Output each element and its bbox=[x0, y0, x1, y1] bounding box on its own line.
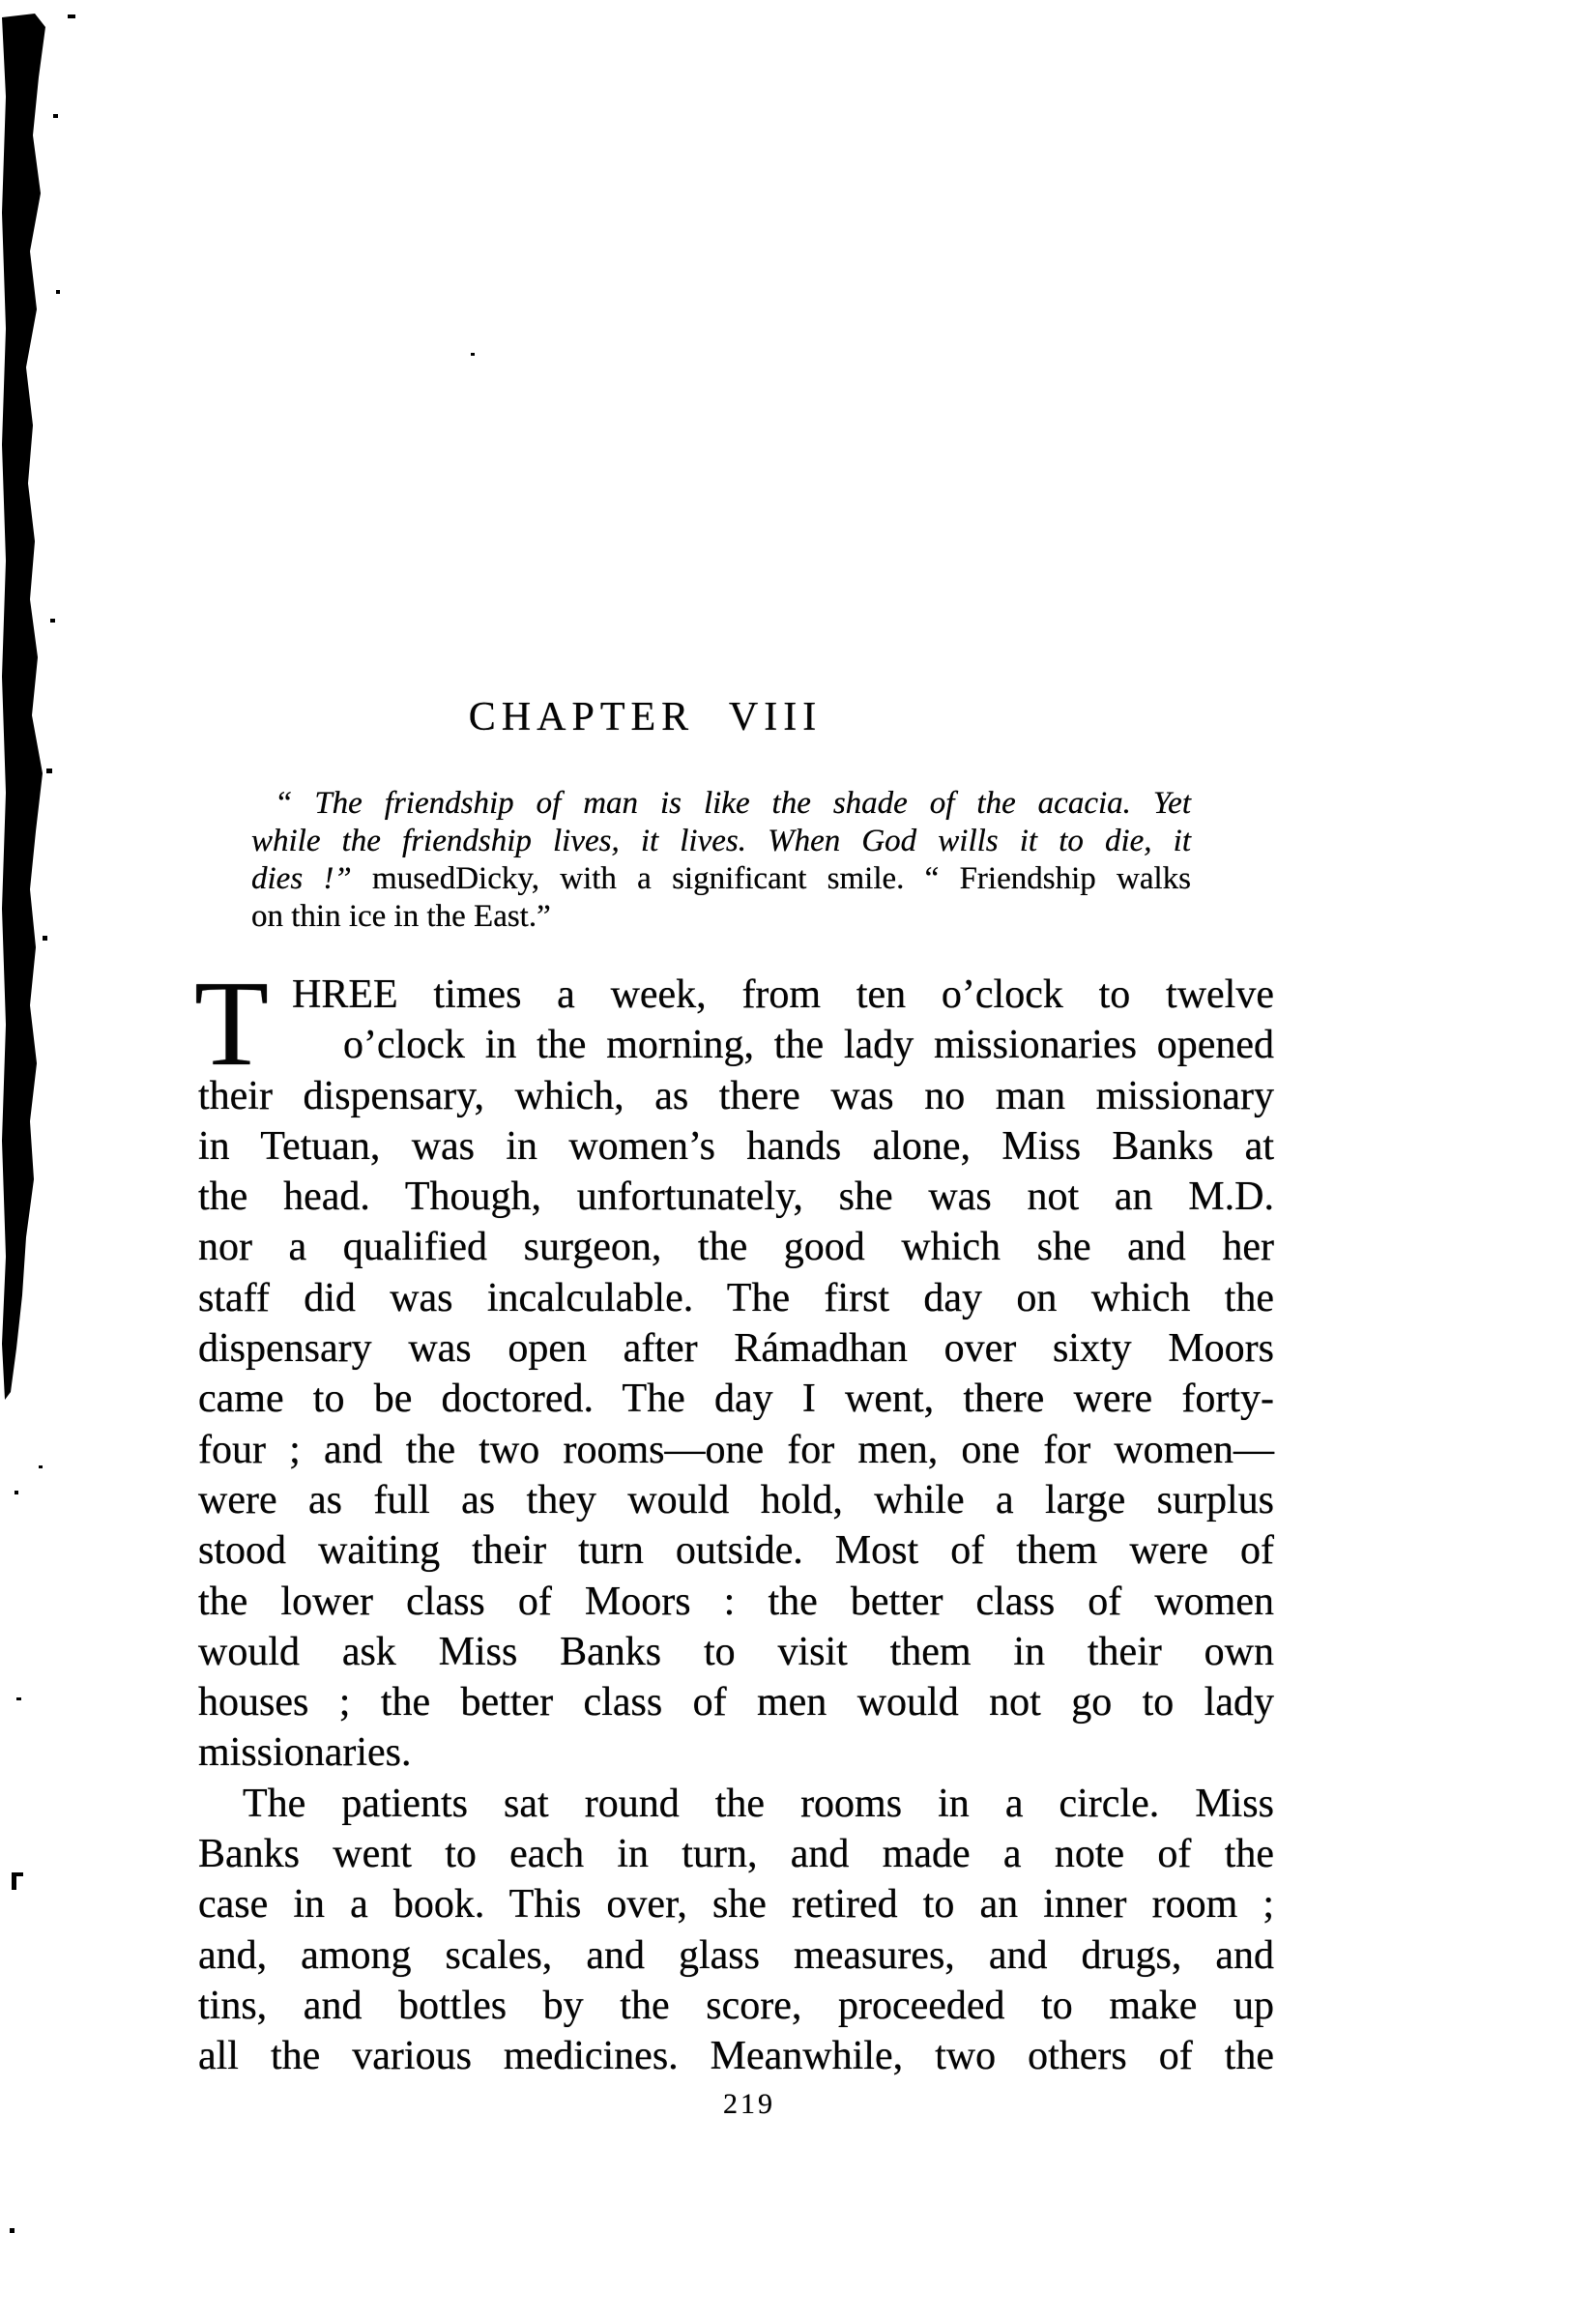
text-line: Banks went to each in turn, and made a note of the bbox=[198, 1832, 1274, 1877]
text-line: case in a book. This over, she retired to an inner room ; bbox=[198, 1882, 1274, 1928]
text-line: tins, and bottles by the score, proceeded to make up bbox=[198, 1983, 1274, 2028]
epigraph-line bbox=[251, 860, 1191, 898]
text-line: o’clock in the morning, the lady missionaries opened bbox=[343, 1023, 1274, 1068]
text-line: HREE times a week, from ten o’clock to twelve bbox=[292, 972, 1274, 1017]
epigraph-text-roman: on thin ice in the East.” bbox=[251, 899, 551, 934]
text-line: the lower class of Moors : the better class of women bbox=[198, 1579, 1274, 1624]
text-line: all the various medicines. Meanwhile, two others of the bbox=[198, 2034, 1274, 2079]
text-line: stood waiting their turn outside. Most of them were of bbox=[198, 1528, 1274, 1574]
text-line: were as full as they would hold, while a large surplus bbox=[198, 1477, 1274, 1522]
text-line: the head. Though, unfortunately, she was not an M.D. bbox=[198, 1174, 1274, 1220]
chapter-heading: CHAPTER VIII bbox=[468, 695, 823, 740]
text-line: would ask Miss Banks to visit them in their own bbox=[198, 1629, 1274, 1674]
epigraph-line bbox=[251, 785, 1191, 823]
text-line: staff did was incalculable. The first day on which the bbox=[198, 1275, 1274, 1320]
body-text-block bbox=[198, 970, 1274, 2082]
text-line: The patients sat round the rooms in a circle. Miss bbox=[243, 1781, 1274, 1826]
text-line: four ; and the two rooms—one for men, one for women— bbox=[198, 1427, 1274, 1472]
epigraph-line bbox=[251, 823, 1191, 860]
epigraph-text-italic: “ The friendship of man is like the shade of the acacia. Yet bbox=[275, 786, 1191, 821]
text-line: missionaries. bbox=[198, 1730, 412, 1776]
epigraph-text-roman: musedDicky, with a significant smile. “ Friendship walks bbox=[351, 861, 1192, 896]
epigraph-line bbox=[251, 898, 1191, 936]
text-line: and, among scales, and glass measures, and drugs, and bbox=[198, 1932, 1274, 1978]
page-number: 219 bbox=[723, 2088, 775, 2120]
epigraph bbox=[251, 785, 1191, 936]
text-line: in Tetuan, was in women’s hands alone, Miss Banks at bbox=[198, 1123, 1274, 1169]
text-line: came to be doctored. The day I went, there were forty- bbox=[198, 1377, 1274, 1422]
text-line: dispensary was open after Rámadhan over sixty Moors bbox=[198, 1326, 1274, 1372]
epigraph-text-italic: while the friendship lives, it lives. When God wills it to die, it bbox=[251, 824, 1191, 858]
epigraph-text-italic: dies !” bbox=[251, 861, 352, 896]
text-line: houses ; the better class of men would not go to lady bbox=[198, 1680, 1274, 1726]
drop-cap-letter: T bbox=[194, 957, 269, 1091]
text-line: nor a qualified surgeon, the good which she and her bbox=[198, 1225, 1274, 1270]
text-line: their dispensary, which, as there was no man missionary bbox=[198, 1073, 1274, 1118]
